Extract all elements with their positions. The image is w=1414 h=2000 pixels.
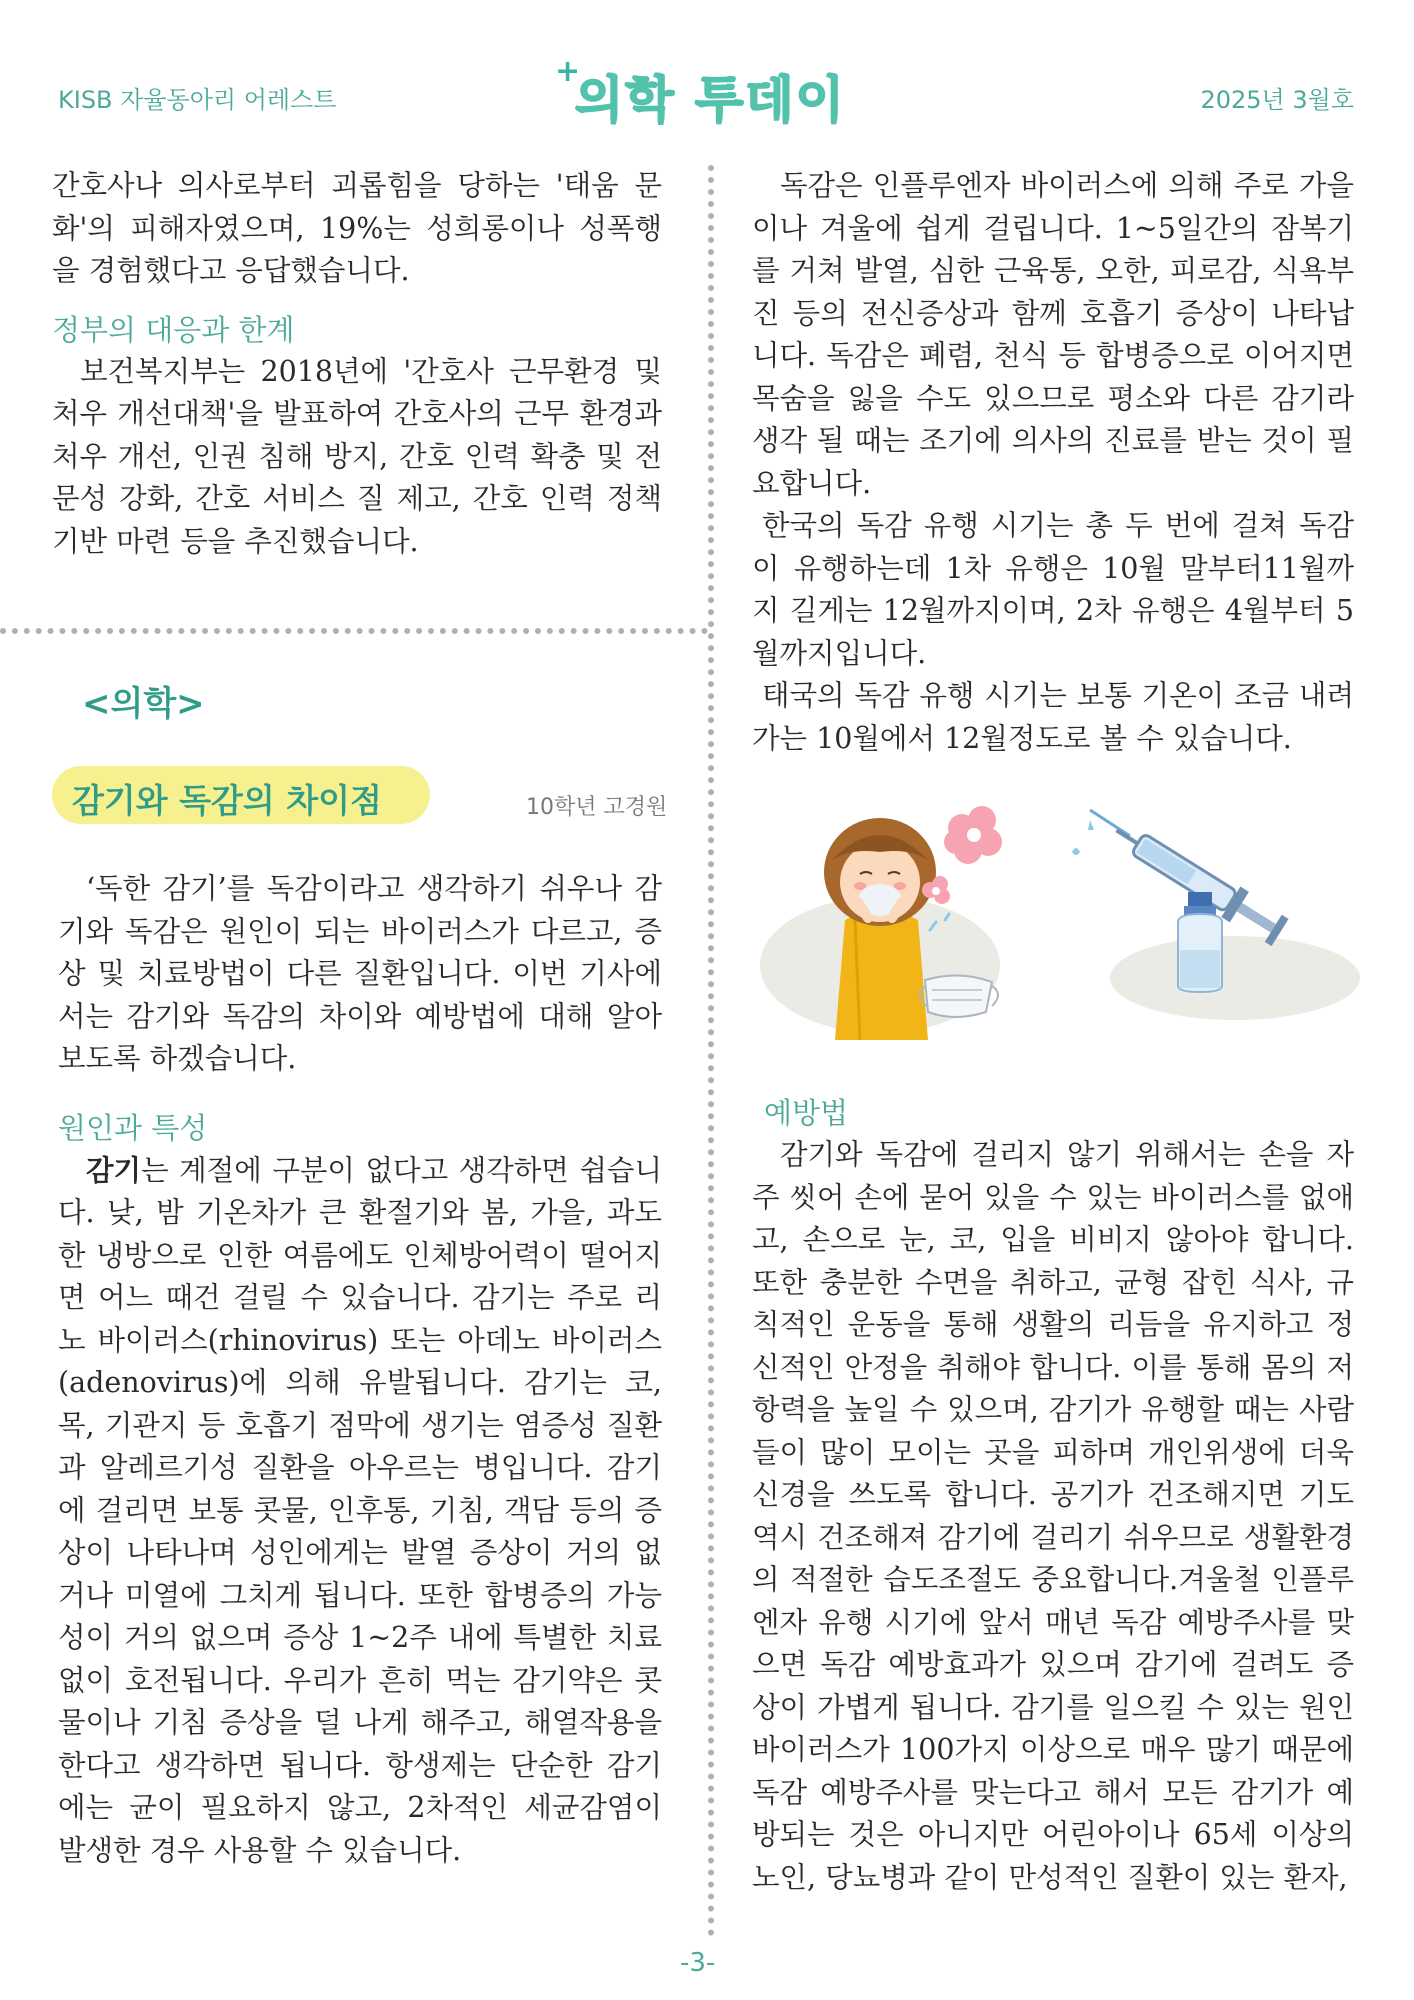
column-divider	[708, 165, 714, 1937]
left-top-article	[52, 165, 662, 563]
paragraph: 보건복지부는 2018년에 '간호사 근무환경 및 처우 개선대책'을 발표하여 간호사의 근무 환경과 처우 개선, 인권 침해 방지, 간호 인력 확충 및 전문성 강화, 간호 서비스 질 제고, 간호 인력 정책 기반 마련 등을 추진했습니다.	[52, 354, 662, 558]
logo-text: 의학 투데이	[575, 71, 846, 129]
sneezing-girl-illustration	[760, 806, 1002, 1040]
medicine-article	[58, 868, 662, 1872]
section-heading-cause: 원인과 특성	[58, 1110, 208, 1145]
cold-keyword: 감기	[86, 1152, 142, 1187]
club-name: KISB 자율동아리 어레스트	[58, 86, 337, 114]
cold-paragraph	[58, 1149, 662, 1873]
article-author: 10학년 고경원	[526, 795, 668, 820]
article-title-pill	[52, 766, 430, 824]
section-heading-prevention: 예방법	[764, 1096, 849, 1130]
section-heading-government: 정부의 대응과 한계	[52, 312, 295, 347]
cold-text: 는 계절에 구분이 없다고 생각하면 쉽습니다. 낮, 밤 기온차가 큰 환절기와 봄, 가을, 과도한 냉방으로 인한 여름에도 인체방어력이 떨어지면 어느 때건 걸릴 수 있습니다. 감기는 주로 리노 바이러스(rhinovirus) 또는 아데노 바이러스(adenovirus)에 의해 유발됩니다. 감기는 코, 목, 기관지 등 호흡기 점막에 생기는 염증성 질환과 알레르기성 질환을 아우르는 병입니다. 감기에 걸리면 보통 콧물, 인후통, 기침, 객담 등의 증상이 나타나며 성인에게는 발열 증상이 거의 없거나 미열에 그치게 됩니다. 또한 합병증의 가능성이 거의 없으며 증상 1~2주 내에 특별한 치료없이 호전됩니다. 우리가 흔히 먹는 감기약은 콧물이나 기침 증상을 덜 나게 해주고, 해열작용을 한다고 생각하면 됩니다. 항생제는 단순한 감기에는 균이 필요하지 않고, 2차적인 세균감염이 발생한 경우 사용할 수 있습니다.	[58, 1153, 662, 1867]
syringe-vial-illustration	[1072, 810, 1360, 1020]
right-column	[752, 165, 1354, 760]
paragraph: 독감은 인플루엔자 바이러스에 의해 주로 가을이나 겨울에 쉽게 걸립니다. 1~5일간의 잠복기를 거쳐 발열, 심한 근육통, 오한, 피로감, 식욕부진 등의 전신증상과 함께 호흡기 증상이 나타납니다. 독감은 폐렴, 천식 등 합병증으로 이어지면 목숨을 잃을 수도 있으므로 평소와 다른 감기라 생각 될 때는 조기에 의사의 진료를 받는 것이 필요합니다.	[752, 169, 1354, 500]
prevention-paragraph: 감기와 독감에 걸리지 않기 위해서는 손을 자주 씻어 손에 묻어 있을 수 있는 바이러스를 없애고, 손으로 눈, 코, 입을 비비지 않아야 합니다. 또한 충분한 수면을 취하고, 균형 잡힌 식사, 규칙적인 운동을 통해 생활의 리듬을 유지하고 정신적인 안정을 취해야 합니다. 이를 통해 몸의 저항력을 높일 수 있으며, 감기가 유행할 때는 사람들이 많이 모이는 곳을 피하며 개인위생에 더욱 신경을 쓰도록 합니다. 공기가 건조해지면 기도 역시 건조해져 감기에 걸리기 쉬우므로 생활환경의 적절한 습도조절도 중요합니다.겨울철 인플루엔자 유행 시기에 앞서 매년 독감 예방주사를 맞으면 독감 예방효과가 있으며 감기에 걸려도 증상이 가볍게 됩니다. 감기를 일으킬 수 있는 원인 바이러스가 100가지 이상으로 매우 많기 때문에 독감 예방주사를 맞는다고 해서 모든 감기가 예방되는 것은 아니지만 어린아이나 65세 이상의 노인, 당뇨병과 같이 만성적인 질환이 있는 환자,	[752, 1138, 1354, 1894]
article-title: 감기와 독감의 차이점	[72, 781, 382, 820]
plus-icon: +	[555, 54, 581, 89]
magazine-logo	[555, 54, 865, 129]
page-number: -3-	[680, 1948, 716, 1978]
cold-flu-illustration	[760, 790, 1360, 1060]
intro-paragraph: ‘독한 감기’를 독감이라고 생각하기 쉬우나 감기와 독감은 원인이 되는 바이러스가 다르고, 증상 및 치료방법이 다른 질환입니다. 이번 기사에서는 감기와 독감의 차이와 예방법에 대해 알아보도록 하겠습니다.	[58, 872, 662, 1075]
category-heading: <의학>	[82, 684, 205, 724]
prevention-article	[752, 1092, 1354, 1899]
section-divider	[0, 628, 708, 634]
paragraph: 태국의 독감 유행 시기는 보통 기온이 조금 내려가는 10월에서 12월정도로 볼 수 있습니다.	[752, 679, 1354, 755]
paragraph: 한국의 독감 유행 시기는 총 두 번에 걸쳐 독감이 유행하는데 1차 유행은 10월 말부터11월까지 길게는 12월까지이며, 2차 유행은 4월부터 5월까지입니다.	[752, 509, 1354, 670]
paragraph: 간호사나 의사로부터 괴롭힘을 당하는 '태움 문화'의 피해자였으며, 19%는 성희롱이나 성폭행을 경험했다고 응답했습니다.	[52, 169, 662, 287]
issue-date: 2025년 3월호	[1200, 86, 1354, 114]
